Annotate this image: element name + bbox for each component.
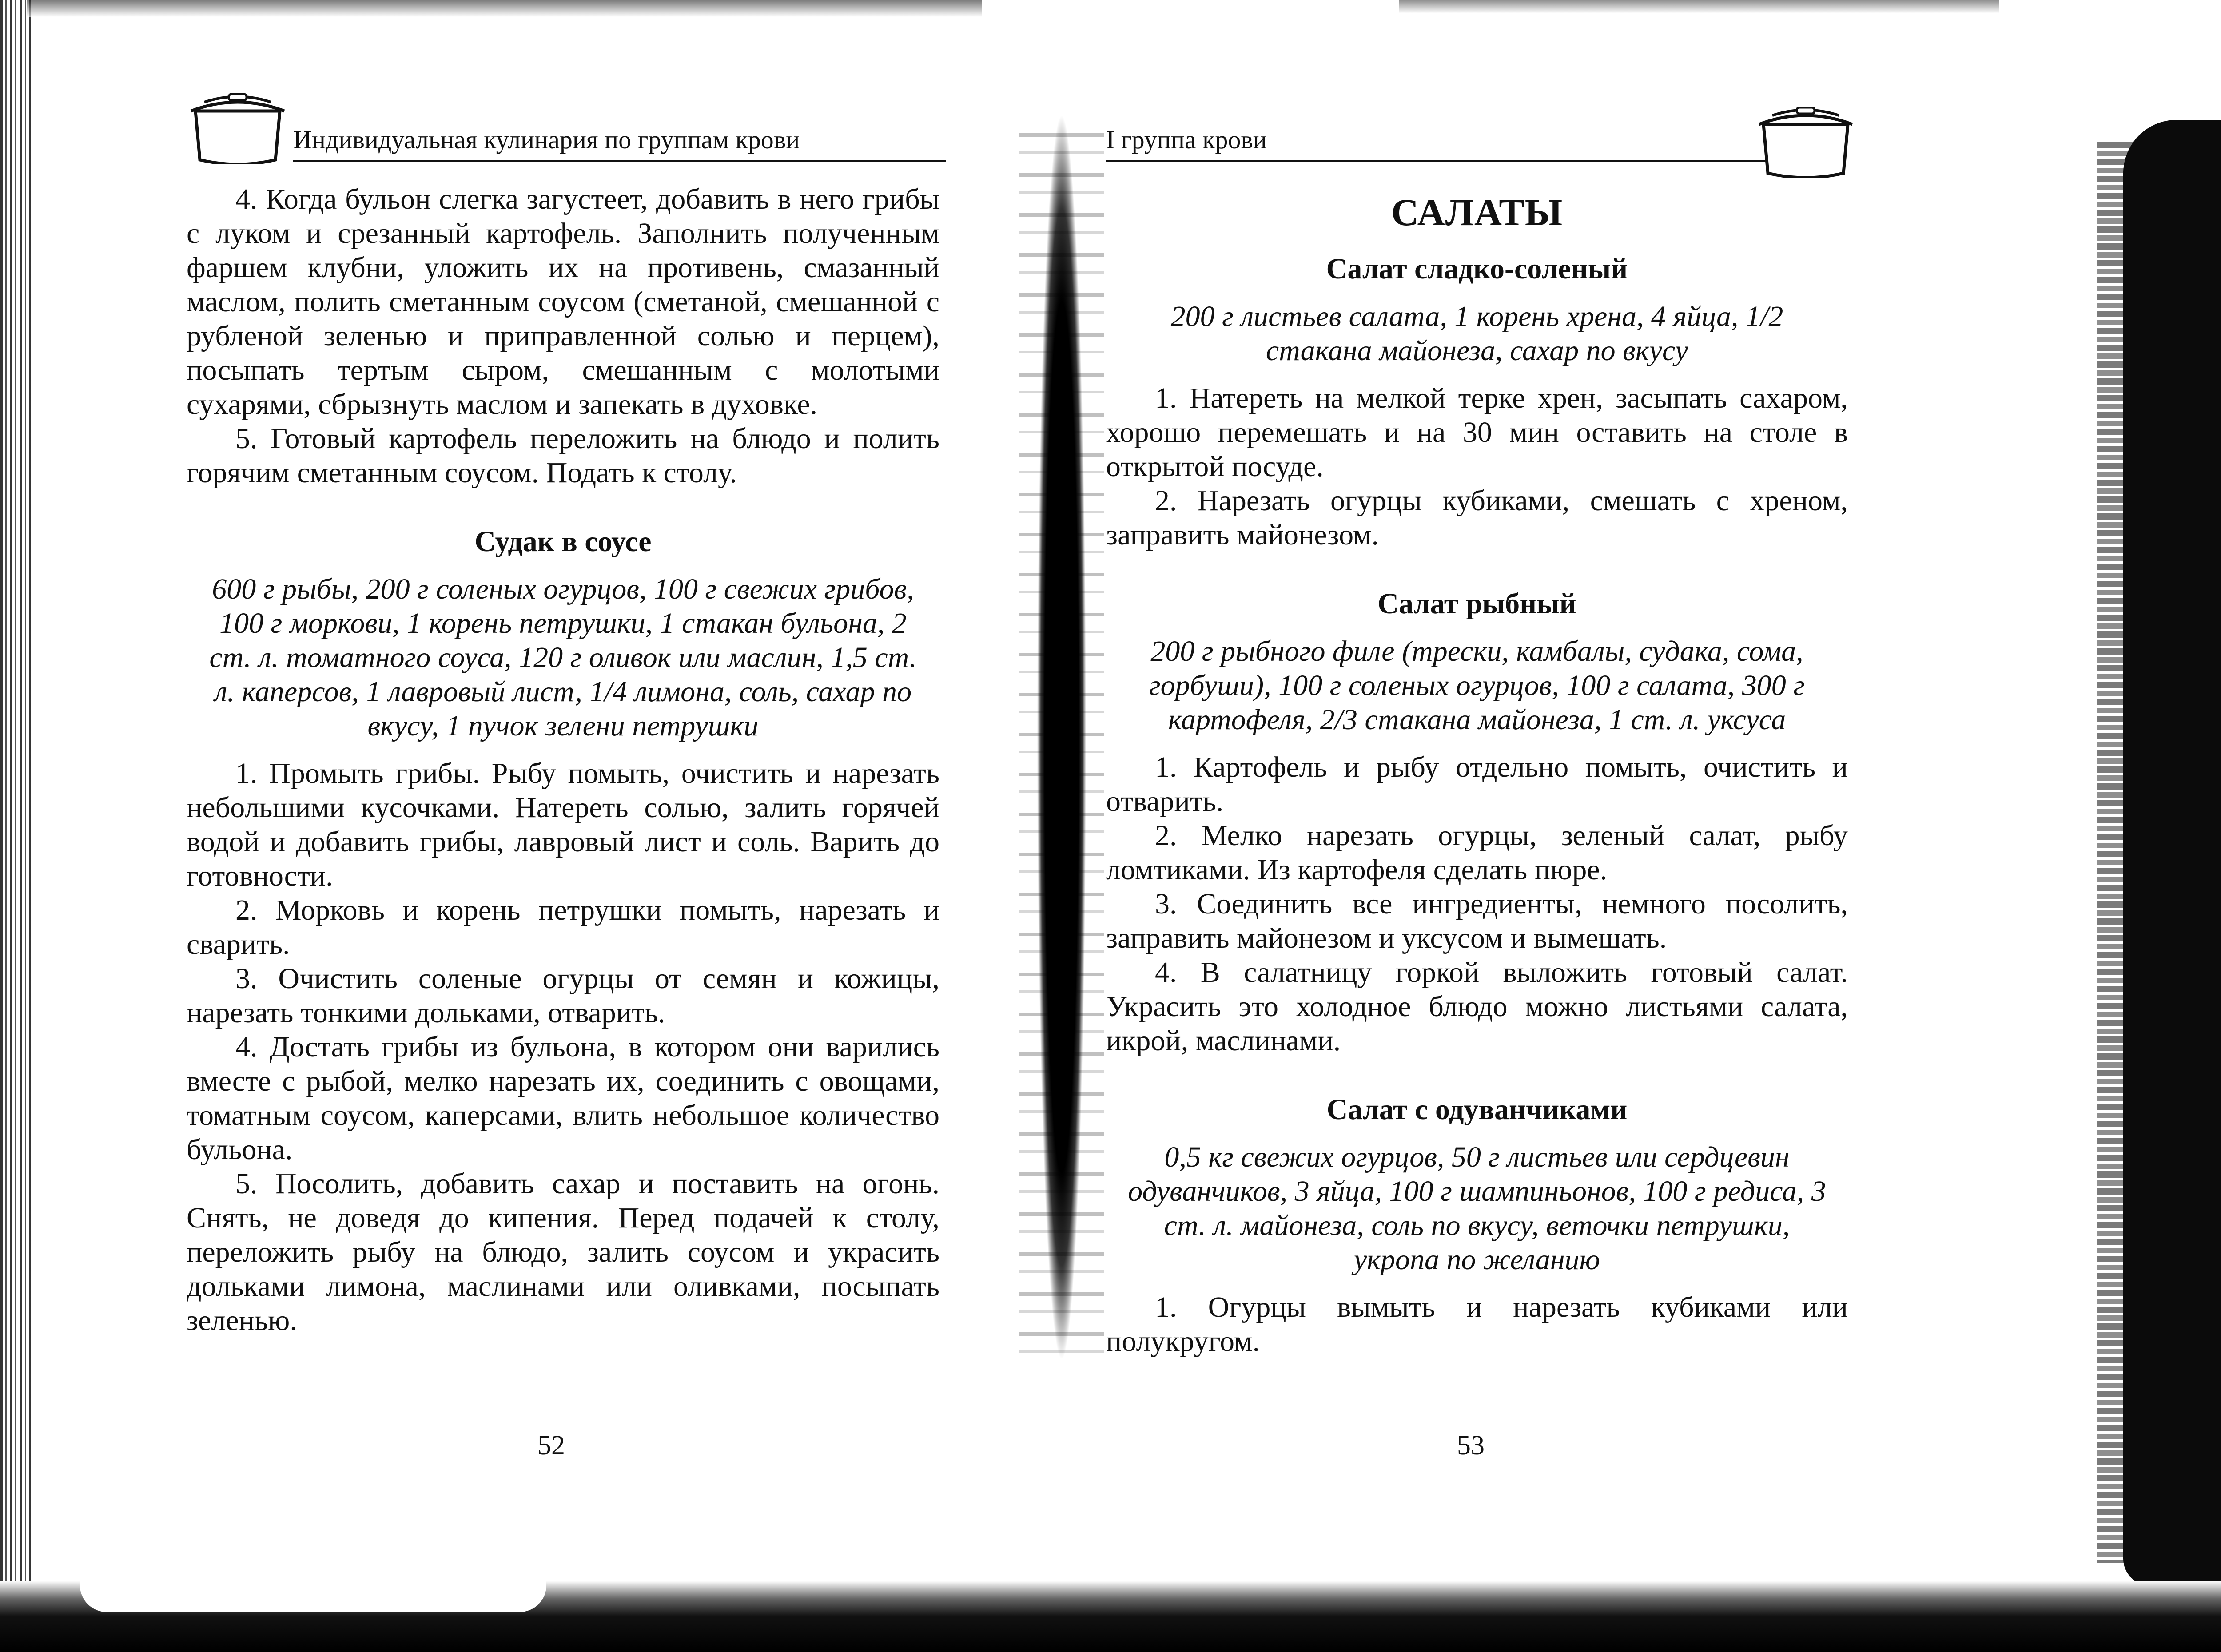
recipe-step: 3. Очистить соленые огурцы от семян и кожицы, нарезать тонкими дольками, отварить. bbox=[187, 962, 939, 1029]
recipe-ingredients: 600 г рыбы, 200 г соленых огурцов, 100 г свежих грибов, 100 г моркови, 1 корень петрушки, 1 стакан бульона, 2 ст. л. томатного соуса, 120 г оливок или маслин, 1,5 ст. л. каперсов, 1 лавровый лист, 1/4 лимона, соль, сахар по вкусу, 1 пучок зелени петрушки bbox=[209, 573, 917, 742]
scan-bottom-gap bbox=[80, 1581, 546, 1612]
recipe-ingredients: 200 г листьев салата, 1 корень хрена, 4 яйца, 1/2 стакана майонеза, сахар по вкусу bbox=[1170, 300, 1783, 367]
recipe-step: 4. Достать грибы из бульона, в котором они варились вместе с рыбой, мелко нарезать их, соединить с овощами, томатным соусом, каперсами, влить небольшое количество бульона. bbox=[187, 1031, 939, 1166]
recipe-step: 5. Посолить, добавить сахар и поставить на огонь. Снять, не доведя до кипения. Перед подачей к столу, переложить рыбу на блюдо, залить соусом и украсить дольками лимона, маслинами или оливками, посыпать зеленью. bbox=[187, 1168, 939, 1337]
paragraph: 4. Когда бульон слегка загустеет, добавить в него грибы с луком и срезанный картофель. Заполнить полученным фаршем клубни, уложить их на противень, смазанный маслом, полить сметанным соусом (сметаной, смешанной с рубленой зеленью и приправленной солью и перцем), посыпать тертым сыром, смешанным с молотыми сухарями, сбрызнуть маслом и запекать в духовке. bbox=[187, 183, 939, 421]
book-spine-noise bbox=[1019, 133, 1104, 1354]
right-page bbox=[1106, 93, 1861, 1514]
running-head: Индивидуальная кулинария по группам крови bbox=[293, 120, 946, 162]
chapter-title: САЛАТЫ bbox=[1391, 191, 1563, 234]
recipe-step: 4. В салатницу горкой выложить готовый салат. Украсить это холодное блюдо можно листьями салата, икрой, маслинами. bbox=[1106, 956, 1848, 1057]
scan-left-edge bbox=[0, 0, 31, 1652]
page-number: 53 bbox=[1457, 1430, 1485, 1461]
scan-top-right-smudge bbox=[1399, 0, 1999, 13]
recipe-step: 1. Промыть грибы. Рыбу помыть, очистить и нарезать небольшими кусочками. Натереть солью, залить горячей водой и добавить грибы, лавровый лист и соль. Варить до готовности. bbox=[187, 757, 939, 892]
recipe-title: Судак в соусе bbox=[474, 525, 652, 558]
recipe-ingredients: 0,5 кг свежих огурцов, 50 г листьев или сердцевин одуванчиков, 3 яйца, 100 г шампиньонов, 100 г редиса, 3 ст. л. майонеза, соль по вкусу, веточки петрушки, укропа по желанию bbox=[1128, 1141, 1826, 1276]
recipe-step: 2. Морковь и корень петрушки помыть, нарезать и сварить. bbox=[187, 894, 939, 961]
page-number: 52 bbox=[537, 1430, 565, 1461]
cooking-pot-icon bbox=[187, 93, 289, 164]
recipe-step: 1. Картофель и рыбу отдельно помыть, очистить и отварить. bbox=[1106, 751, 1848, 818]
paragraph: 5. Готовый картофель переложить на блюдо и полить горячим сметанным соусом. Подать к столу. bbox=[187, 422, 939, 489]
recipe-step: 1. Натереть на мелкой терке хрен, засыпать сахаром, хорошо перемешать и на 30 мин оставить на столе в открытой посуде. bbox=[1106, 382, 1848, 483]
recipe-step: 2. Нарезать огурцы кубиками, смешать с хреном, заправить майонезом. bbox=[1106, 484, 1848, 551]
cooking-pot-icon bbox=[1755, 107, 1857, 178]
running-head: I группа крови bbox=[1106, 120, 1772, 162]
left-page bbox=[187, 93, 942, 1514]
scan-top-smudge bbox=[27, 0, 982, 17]
recipe-title: Салат с одуванчиками bbox=[1326, 1093, 1628, 1126]
page-body bbox=[1106, 187, 1848, 1358]
recipe-step: 1. Огурцы вымыть и нарезать кубиками или полукругом. bbox=[1106, 1291, 1848, 1358]
scan-right-shadow bbox=[2123, 120, 2221, 1585]
recipe-ingredients: 200 г рыбного филе (трески, камбалы, судака, сома, горбуши), 100 г соленых огурцов, 100 г салата, 300 г картофеля, 2/3 стакана майонеза, 1 ст. л. уксуса bbox=[1149, 635, 1805, 736]
page-body bbox=[187, 182, 939, 1338]
recipe-step: 3. Соединить все ингредиенты, немного посолить, заправить майонезом и уксусом и вымешать. bbox=[1106, 888, 1848, 954]
recipe-step: 2. Мелко нарезать огурцы, зеленый салат, рыбу ломтиками. Из картофеля сделать пюре. bbox=[1106, 819, 1848, 886]
recipe-title: Салат сладко-соленый bbox=[1326, 253, 1628, 285]
recipe-title: Салат рыбный bbox=[1377, 588, 1576, 620]
